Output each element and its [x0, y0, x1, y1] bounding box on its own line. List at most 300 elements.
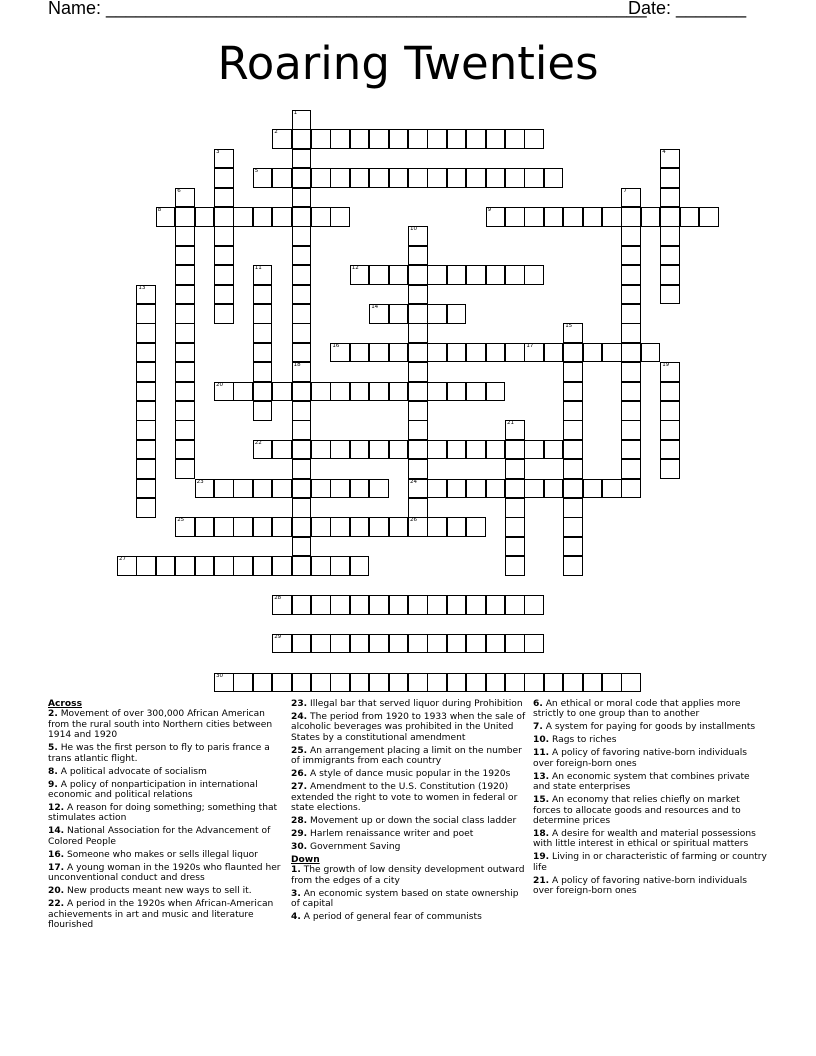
grid-cell[interactable]	[175, 382, 195, 402]
grid-cell[interactable]	[214, 304, 234, 324]
grid-cell[interactable]	[505, 556, 525, 576]
grid-cell[interactable]	[621, 323, 641, 343]
grid-cell[interactable]	[253, 673, 273, 693]
grid-cell[interactable]	[175, 323, 195, 343]
grid-cell[interactable]	[466, 382, 486, 402]
grid-cell[interactable]	[292, 362, 312, 382]
grid-cell[interactable]	[408, 479, 428, 499]
grid-cell[interactable]	[389, 673, 409, 693]
grid-cell[interactable]	[292, 537, 312, 557]
grid-cell[interactable]	[524, 479, 544, 499]
grid-cell[interactable]	[350, 129, 370, 149]
grid-cell[interactable]	[253, 285, 273, 305]
grid-cell[interactable]	[292, 440, 312, 460]
grid-cell[interactable]	[389, 440, 409, 460]
grid-cell[interactable]	[350, 595, 370, 615]
grid-cell[interactable]	[621, 382, 641, 402]
grid-cell[interactable]	[330, 168, 350, 188]
grid-cell[interactable]	[660, 226, 680, 246]
grid-cell[interactable]	[311, 382, 331, 402]
grid-cell[interactable]	[524, 168, 544, 188]
grid-cell[interactable]	[563, 673, 583, 693]
grid-cell[interactable]	[447, 595, 467, 615]
grid-cell[interactable]	[272, 517, 292, 537]
grid-cell[interactable]	[486, 168, 506, 188]
grid-cell[interactable]	[156, 556, 176, 576]
grid-cell[interactable]	[369, 595, 389, 615]
grid-cell[interactable]	[350, 556, 370, 576]
grid-cell[interactable]	[292, 420, 312, 440]
grid-cell[interactable]	[563, 498, 583, 518]
grid-cell[interactable]	[389, 382, 409, 402]
grid-cell[interactable]	[563, 420, 583, 440]
grid-cell[interactable]	[621, 459, 641, 479]
grid-cell[interactable]	[292, 401, 312, 421]
grid-cell[interactable]	[292, 265, 312, 285]
grid-cell[interactable]	[544, 479, 564, 499]
grid-cell[interactable]	[330, 595, 350, 615]
grid-cell[interactable]	[369, 343, 389, 363]
grid-cell[interactable]	[136, 285, 156, 305]
grid-cell[interactable]	[486, 479, 506, 499]
grid-cell[interactable]	[330, 634, 350, 654]
grid-cell[interactable]	[253, 168, 273, 188]
grid-cell[interactable]	[369, 168, 389, 188]
grid-cell[interactable]	[350, 517, 370, 537]
grid-cell[interactable]	[369, 440, 389, 460]
grid-cell[interactable]	[253, 323, 273, 343]
grid-cell[interactable]	[214, 188, 234, 208]
grid-cell[interactable]	[214, 149, 234, 169]
grid-cell[interactable]	[660, 285, 680, 305]
grid-cell[interactable]	[621, 285, 641, 305]
grid-cell[interactable]	[214, 517, 234, 537]
grid-cell[interactable]	[330, 440, 350, 460]
grid-cell[interactable]	[621, 246, 641, 266]
grid-cell[interactable]	[563, 459, 583, 479]
grid-cell[interactable]	[214, 479, 234, 499]
grid-cell[interactable]	[350, 479, 370, 499]
grid-cell[interactable]	[233, 556, 253, 576]
grid-cell[interactable]	[602, 673, 622, 693]
grid-cell[interactable]	[621, 401, 641, 421]
grid-cell[interactable]	[311, 517, 331, 537]
grid-cell[interactable]	[175, 285, 195, 305]
grid-cell[interactable]	[272, 673, 292, 693]
grid-cell[interactable]	[272, 382, 292, 402]
grid-cell[interactable]	[544, 673, 564, 693]
grid-cell[interactable]	[389, 168, 409, 188]
grid-cell[interactable]	[505, 673, 525, 693]
grid-cell[interactable]	[369, 265, 389, 285]
grid-cell[interactable]	[621, 265, 641, 285]
grid-cell[interactable]	[544, 207, 564, 227]
grid-cell[interactable]	[408, 343, 428, 363]
grid-cell[interactable]	[427, 634, 447, 654]
grid-cell[interactable]	[583, 479, 603, 499]
grid-cell[interactable]	[311, 556, 331, 576]
grid-cell[interactable]	[214, 285, 234, 305]
grid-cell[interactable]	[447, 479, 467, 499]
grid-cell[interactable]	[660, 149, 680, 169]
grid-cell[interactable]	[660, 382, 680, 402]
grid-cell[interactable]	[466, 440, 486, 460]
grid-cell[interactable]	[330, 207, 350, 227]
grid-cell[interactable]	[389, 343, 409, 363]
grid-cell[interactable]	[214, 382, 234, 402]
grid-cell[interactable]	[447, 382, 467, 402]
grid-cell[interactable]	[175, 246, 195, 266]
grid-cell[interactable]	[389, 304, 409, 324]
grid-cell[interactable]	[486, 265, 506, 285]
grid-cell[interactable]	[427, 382, 447, 402]
grid-cell[interactable]	[505, 207, 525, 227]
grid-cell[interactable]	[447, 129, 467, 149]
grid-cell[interactable]	[427, 595, 447, 615]
grid-cell[interactable]	[136, 479, 156, 499]
grid-cell[interactable]	[524, 343, 544, 363]
grid-cell[interactable]	[350, 673, 370, 693]
grid-cell[interactable]	[563, 556, 583, 576]
grid-cell[interactable]	[660, 246, 680, 266]
grid-cell[interactable]	[272, 207, 292, 227]
grid-cell[interactable]	[136, 556, 156, 576]
grid-cell[interactable]	[621, 673, 641, 693]
grid-cell[interactable]	[427, 265, 447, 285]
grid-cell[interactable]	[408, 246, 428, 266]
grid-cell[interactable]	[602, 479, 622, 499]
grid-cell[interactable]	[466, 595, 486, 615]
grid-cell[interactable]	[660, 401, 680, 421]
grid-cell[interactable]	[136, 343, 156, 363]
grid-cell[interactable]	[544, 168, 564, 188]
grid-cell[interactable]	[660, 188, 680, 208]
grid-cell[interactable]	[602, 207, 622, 227]
grid-cell[interactable]	[195, 517, 215, 537]
grid-cell[interactable]	[660, 440, 680, 460]
grid-cell[interactable]	[369, 304, 389, 324]
grid-cell[interactable]	[350, 343, 370, 363]
grid-cell[interactable]	[136, 323, 156, 343]
grid-cell[interactable]	[447, 304, 467, 324]
grid-cell[interactable]	[292, 304, 312, 324]
grid-cell[interactable]	[253, 343, 273, 363]
grid-cell[interactable]	[408, 673, 428, 693]
grid-cell[interactable]	[389, 129, 409, 149]
grid-cell[interactable]	[563, 323, 583, 343]
grid-cell[interactable]	[466, 129, 486, 149]
grid-cell[interactable]	[699, 207, 719, 227]
grid-cell[interactable]	[330, 517, 350, 537]
grid-cell[interactable]	[466, 517, 486, 537]
grid-cell[interactable]	[621, 362, 641, 382]
grid-cell[interactable]	[214, 673, 234, 693]
grid-cell[interactable]	[486, 595, 506, 615]
grid-cell[interactable]	[427, 517, 447, 537]
grid-cell[interactable]	[156, 207, 176, 227]
grid-cell[interactable]	[330, 556, 350, 576]
grid-cell[interactable]	[136, 420, 156, 440]
grid-cell[interactable]	[660, 207, 680, 227]
grid-cell[interactable]	[427, 129, 447, 149]
grid-cell[interactable]	[486, 440, 506, 460]
grid-cell[interactable]	[466, 634, 486, 654]
grid-cell[interactable]	[563, 207, 583, 227]
grid-cell[interactable]	[175, 556, 195, 576]
grid-cell[interactable]	[195, 556, 215, 576]
grid-cell[interactable]	[369, 382, 389, 402]
grid-cell[interactable]	[233, 382, 253, 402]
grid-cell[interactable]	[583, 343, 603, 363]
grid-cell[interactable]	[292, 673, 312, 693]
grid-cell[interactable]	[408, 595, 428, 615]
grid-cell[interactable]	[292, 207, 312, 227]
grid-cell[interactable]	[505, 498, 525, 518]
grid-cell[interactable]	[292, 246, 312, 266]
grid-cell[interactable]	[292, 595, 312, 615]
grid-cell[interactable]	[253, 517, 273, 537]
grid-cell[interactable]	[350, 382, 370, 402]
grid-cell[interactable]	[292, 343, 312, 363]
grid-cell[interactable]	[272, 556, 292, 576]
grid-cell[interactable]	[175, 517, 195, 537]
grid-cell[interactable]	[369, 129, 389, 149]
grid-cell[interactable]	[311, 634, 331, 654]
grid-cell[interactable]	[621, 479, 641, 499]
grid-cell[interactable]	[408, 226, 428, 246]
grid-cell[interactable]	[505, 168, 525, 188]
grid-cell[interactable]	[330, 479, 350, 499]
grid-cell[interactable]	[447, 673, 467, 693]
grid-cell[interactable]	[253, 362, 273, 382]
grid-cell[interactable]	[408, 459, 428, 479]
grid-cell[interactable]	[292, 285, 312, 305]
grid-cell[interactable]	[641, 207, 661, 227]
grid-cell[interactable]	[175, 226, 195, 246]
grid-cell[interactable]	[175, 440, 195, 460]
grid-cell[interactable]	[117, 556, 137, 576]
grid-cell[interactable]	[505, 129, 525, 149]
grid-cell[interactable]	[253, 556, 273, 576]
grid-cell[interactable]	[389, 517, 409, 537]
grid-cell[interactable]	[466, 343, 486, 363]
grid-cell[interactable]	[486, 673, 506, 693]
grid-cell[interactable]	[350, 168, 370, 188]
grid-cell[interactable]	[233, 207, 253, 227]
grid-cell[interactable]	[486, 343, 506, 363]
grid-cell[interactable]	[408, 285, 428, 305]
grid-cell[interactable]	[427, 168, 447, 188]
grid-cell[interactable]	[447, 517, 467, 537]
grid-cell[interactable]	[427, 440, 447, 460]
grid-cell[interactable]	[563, 517, 583, 537]
grid-cell[interactable]	[563, 343, 583, 363]
grid-cell[interactable]	[486, 382, 506, 402]
grid-cell[interactable]	[466, 168, 486, 188]
grid-cell[interactable]	[660, 420, 680, 440]
grid-cell[interactable]	[408, 440, 428, 460]
grid-cell[interactable]	[253, 304, 273, 324]
grid-cell[interactable]	[466, 479, 486, 499]
grid-cell[interactable]	[292, 556, 312, 576]
grid-cell[interactable]	[330, 343, 350, 363]
grid-cell[interactable]	[563, 362, 583, 382]
grid-cell[interactable]	[369, 479, 389, 499]
grid-cell[interactable]	[233, 673, 253, 693]
grid-cell[interactable]	[408, 517, 428, 537]
grid-cell[interactable]	[408, 265, 428, 285]
grid-cell[interactable]	[408, 304, 428, 324]
grid-cell[interactable]	[233, 479, 253, 499]
grid-cell[interactable]	[214, 556, 234, 576]
grid-cell[interactable]	[621, 226, 641, 246]
grid-cell[interactable]	[563, 440, 583, 460]
grid-cell[interactable]	[369, 634, 389, 654]
grid-cell[interactable]	[253, 479, 273, 499]
grid-cell[interactable]	[253, 382, 273, 402]
grid-cell[interactable]	[292, 110, 312, 130]
grid-cell[interactable]	[621, 440, 641, 460]
grid-cell[interactable]	[253, 401, 273, 421]
grid-cell[interactable]	[447, 168, 467, 188]
grid-cell[interactable]	[272, 129, 292, 149]
grid-cell[interactable]	[389, 265, 409, 285]
grid-cell[interactable]	[292, 188, 312, 208]
grid-cell[interactable]	[330, 382, 350, 402]
grid-cell[interactable]	[311, 129, 331, 149]
grid-cell[interactable]	[563, 537, 583, 557]
grid-cell[interactable]	[505, 265, 525, 285]
grid-cell[interactable]	[175, 207, 195, 227]
grid-cell[interactable]	[563, 479, 583, 499]
grid-cell[interactable]	[136, 362, 156, 382]
grid-cell[interactable]	[505, 420, 525, 440]
grid-cell[interactable]	[350, 440, 370, 460]
grid-cell[interactable]	[136, 498, 156, 518]
grid-cell[interactable]	[175, 188, 195, 208]
grid-cell[interactable]	[311, 440, 331, 460]
grid-cell[interactable]	[505, 595, 525, 615]
grid-cell[interactable]	[272, 595, 292, 615]
grid-cell[interactable]	[621, 304, 641, 324]
grid-cell[interactable]	[175, 343, 195, 363]
grid-cell[interactable]	[466, 673, 486, 693]
grid-cell[interactable]	[427, 479, 447, 499]
grid-cell[interactable]	[292, 323, 312, 343]
grid-cell[interactable]	[621, 188, 641, 208]
grid-cell[interactable]	[369, 517, 389, 537]
grid-cell[interactable]	[214, 265, 234, 285]
grid-cell[interactable]	[292, 479, 312, 499]
grid-cell[interactable]	[136, 382, 156, 402]
grid-cell[interactable]	[447, 440, 467, 460]
grid-cell[interactable]	[505, 634, 525, 654]
grid-cell[interactable]	[621, 420, 641, 440]
grid-cell[interactable]	[253, 207, 273, 227]
grid-cell[interactable]	[427, 673, 447, 693]
grid-cell[interactable]	[680, 207, 700, 227]
grid-cell[interactable]	[214, 226, 234, 246]
grid-cell[interactable]	[505, 537, 525, 557]
grid-cell[interactable]	[136, 401, 156, 421]
grid-cell[interactable]	[136, 304, 156, 324]
grid-cell[interactable]	[369, 673, 389, 693]
grid-cell[interactable]	[195, 207, 215, 227]
grid-cell[interactable]	[330, 673, 350, 693]
grid-cell[interactable]	[175, 304, 195, 324]
grid-cell[interactable]	[524, 129, 544, 149]
grid-cell[interactable]	[524, 265, 544, 285]
grid-cell[interactable]	[447, 343, 467, 363]
grid-cell[interactable]	[408, 382, 428, 402]
grid-cell[interactable]	[408, 323, 428, 343]
grid-cell[interactable]	[311, 595, 331, 615]
grid-cell[interactable]	[214, 168, 234, 188]
grid-cell[interactable]	[272, 634, 292, 654]
grid-cell[interactable]	[641, 343, 661, 363]
grid-cell[interactable]	[311, 479, 331, 499]
grid-cell[interactable]	[292, 149, 312, 169]
grid-cell[interactable]	[660, 265, 680, 285]
grid-cell[interactable]	[524, 673, 544, 693]
grid-cell[interactable]	[408, 129, 428, 149]
grid-cell[interactable]	[175, 362, 195, 382]
grid-cell[interactable]	[427, 343, 447, 363]
grid-cell[interactable]	[311, 673, 331, 693]
grid-cell[interactable]	[175, 459, 195, 479]
grid-cell[interactable]	[408, 168, 428, 188]
grid-cell[interactable]	[272, 168, 292, 188]
grid-cell[interactable]	[544, 343, 564, 363]
grid-cell[interactable]	[427, 304, 447, 324]
grid-cell[interactable]	[195, 479, 215, 499]
grid-cell[interactable]	[214, 207, 234, 227]
grid-cell[interactable]	[660, 459, 680, 479]
grid-cell[interactable]	[253, 440, 273, 460]
grid-cell[interactable]	[253, 265, 273, 285]
grid-cell[interactable]	[505, 479, 525, 499]
grid-cell[interactable]	[505, 440, 525, 460]
grid-cell[interactable]	[175, 420, 195, 440]
grid-cell[interactable]	[272, 479, 292, 499]
grid-cell[interactable]	[524, 634, 544, 654]
grid-cell[interactable]	[660, 168, 680, 188]
grid-cell[interactable]	[311, 168, 331, 188]
grid-cell[interactable]	[486, 207, 506, 227]
grid-cell[interactable]	[292, 168, 312, 188]
grid-cell[interactable]	[447, 634, 467, 654]
grid-cell[interactable]	[350, 265, 370, 285]
grid-cell[interactable]	[408, 634, 428, 654]
grid-cell[interactable]	[505, 343, 525, 363]
grid-cell[interactable]	[330, 129, 350, 149]
grid-cell[interactable]	[136, 440, 156, 460]
grid-cell[interactable]	[660, 362, 680, 382]
grid-cell[interactable]	[505, 517, 525, 537]
grid-cell[interactable]	[544, 440, 564, 460]
grid-cell[interactable]	[214, 246, 234, 266]
grid-cell[interactable]	[583, 673, 603, 693]
grid-cell[interactable]	[583, 207, 603, 227]
grid-cell[interactable]	[389, 595, 409, 615]
grid-cell[interactable]	[524, 595, 544, 615]
grid-cell[interactable]	[408, 362, 428, 382]
grid-cell[interactable]	[602, 343, 622, 363]
grid-cell[interactable]	[311, 207, 331, 227]
grid-cell[interactable]	[175, 265, 195, 285]
grid-cell[interactable]	[563, 401, 583, 421]
grid-cell[interactable]	[350, 634, 370, 654]
